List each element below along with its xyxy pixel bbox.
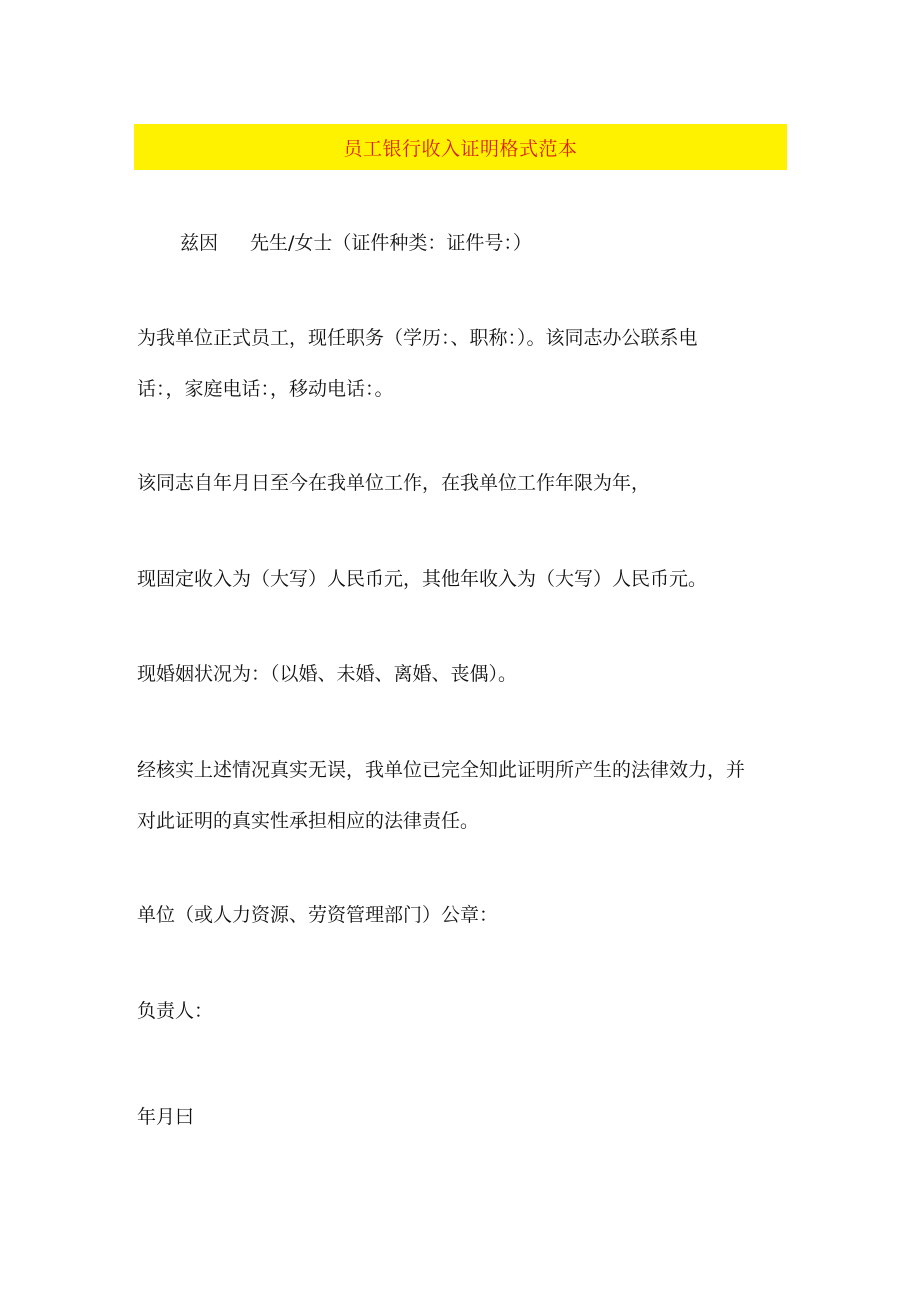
verification-line-2: 对此证明的真实性承担相应的法律责任。 <box>137 810 480 832</box>
marital-status-line: 现婚姻状况为：（以婚、未婚、离婚、丧偶）。 <box>137 663 518 685</box>
title-banner <box>134 124 787 170</box>
document-title: 员工银行收入证明格式范本 <box>343 137 578 160</box>
responsible-person-label: 负责人： <box>137 1000 214 1022</box>
income-line: 现固定收入为（大写）人民币元，其他年收入为（大写）人民币元。 <box>137 568 708 590</box>
intro-prefix: 兹因 <box>180 232 219 254</box>
employment-line-1: 为我单位正式员工，现任职务（学历：、职称：）。该同志办公联系电 <box>137 327 698 349</box>
intro-suffix: 先生/女士（证件种类：证件号：） <box>250 232 532 254</box>
seal-label: 单位（或人力资源、劳资管理部门）公章： <box>137 904 499 926</box>
date-label: 年月曰 <box>137 1106 195 1128</box>
employment-line-2: 话：，家庭电话：，移动电话：。 <box>137 378 394 400</box>
verification-line-1: 经核实上述情况真实无误，我单位已完全知此证明所产生的法律效力，并 <box>137 759 746 781</box>
intro-line <box>180 230 532 256</box>
tenure-line: 该同志自年月日至今在我单位工作，在我单位工作年限为年， <box>137 472 651 494</box>
